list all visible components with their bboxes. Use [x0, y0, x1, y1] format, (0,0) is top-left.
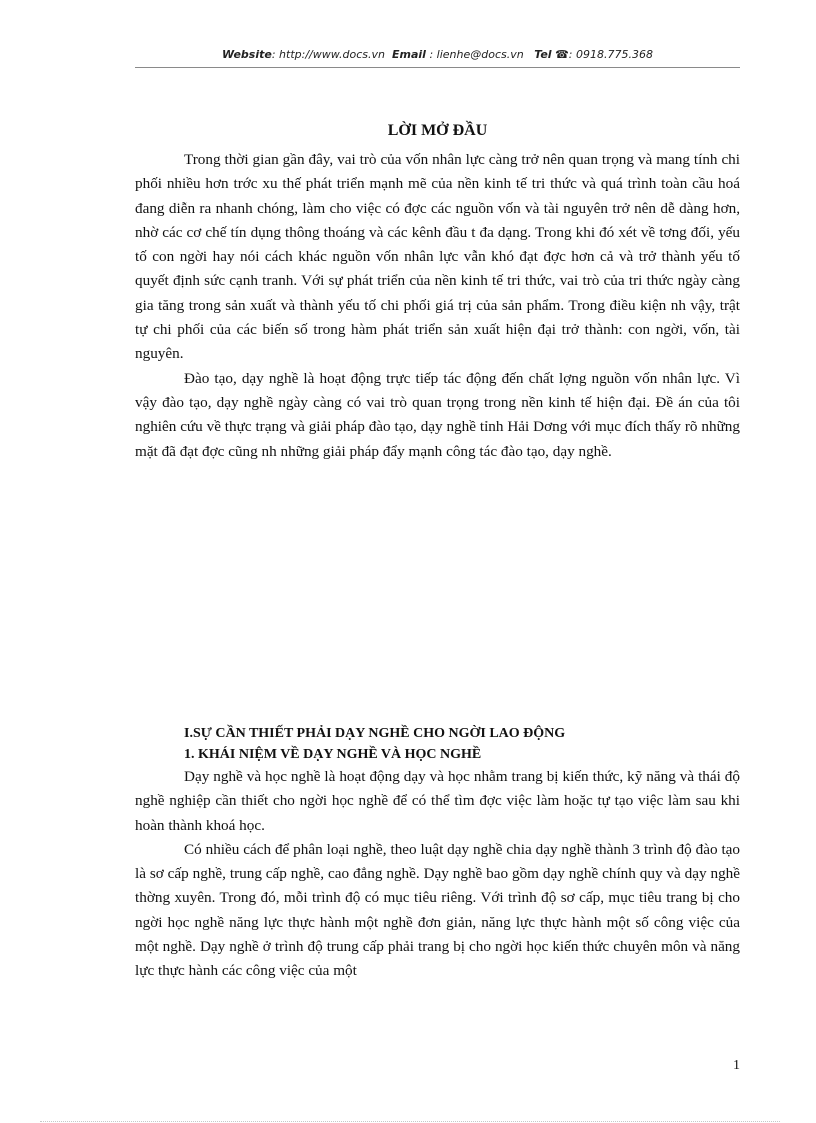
- intro-section: [135, 148, 740, 464]
- website-value: : http://www.docs.vn: [271, 48, 386, 61]
- phone-icon: ☎: [555, 48, 569, 61]
- header-divider: [135, 67, 740, 68]
- tel-value: : 0918.775.368: [568, 48, 653, 61]
- subsection-heading: 1. KHÁI NIỆM VỀ DẠY NGHỀ VÀ HỌC NGHỀ: [184, 747, 482, 762]
- intro-paragraph-1: Trong thời gian gần đây, vai trò của vốn nhân lực càng trở nên quan trọng và mang tính chi phối nhiều hơn trớc xu thế phát triển mạnh mẽ của nền kinh tế tri thức và quá trình toàn cầu hoá đang diễn ra nhanh chóng, làm cho việc có đợc các nguồn vốn và tài nguyên trở nên dễ dàng hơn, nhờ các cơ chế tín dụng thông thoáng và các kênh đầu t đa dạng. Trong khi đó xét về tơng đối, yếu tố con ngời hay nói cách khác nguồn vốn nhân lực vẫn khó đạt đợc hơn cả và trở thành yếu tố quyết định sức cạnh tranh. Với sự phát triển của nền kinh tế tri thức, vai trò của tri thức ngày càng gia tăng trong sản xuất và thành yếu tố chi phối giá trị của sản phẩm. Trong điều kiện nh vậy, trật tự chi phối của các biến số trong hàm phát triển sản xuất hiện đại trở thành: con ngời, vốn, tài nguyên.: [135, 151, 740, 363]
- section-heading: I.SỰ CẦN THIẾT PHẢI DẠY NGHỀ CHO NGỜI LAO ĐỘNG: [184, 726, 566, 741]
- website-label: Website: [222, 48, 272, 61]
- page-title: LỜI MỞ ĐẦU: [387, 122, 488, 139]
- page-number: 1: [733, 1058, 740, 1073]
- tel-label: Tel: [534, 48, 552, 61]
- email-value: : lienhe@docs.vn: [425, 48, 524, 61]
- section1-body: [135, 765, 740, 984]
- intro-paragraph-2: Đào tạo, dạy nghề là hoạt động trực tiếp tác động đến chất lợng nguồn vốn nhân lực. Vì vậy đào tạo, dạy nghề ngày càng có vai trò quan trọng trong nền kinh tế hiện đại. Đề án của tôi nghiên cứu về thực trạng và giải pháp đào tạo, dạy nghề tỉnh Hải Dơng với mục đích thấy rõ những mặt đã đạt đợc cũng nh những giải pháp đẩy mạnh công tác đào tạo, dạy nghề.: [135, 369, 740, 460]
- email-label: Email: [392, 48, 426, 61]
- footer-divider: [40, 1121, 780, 1122]
- section1-paragraph-2: Có nhiều cách để phân loại nghề, theo luật dạy nghề chia dạy nghề thành 3 trình độ đào tạo là sơ cấp nghề, trung cấp nghề, cao đẳng nghề. Dạy nghề bao gồm dạy nghề chính quy và dạy nghề thờng xuyên. Trong đó, mỗi trình độ có mục tiêu riêng. Với trình độ sơ cấp, mục tiêu trang bị cho ngời học nghề năng lực thực hành một nghề đơn giản, năng lực thực hành một số công việc của một nghề. Dạy nghề ở trình độ trung cấp phải trang bị cho ngời học kiến thức chuyên môn và năng lực thực hành các công việc của một: [135, 840, 740, 980]
- page-header: [135, 48, 740, 61]
- section1-paragraph-1: Dạy nghề và học nghề là hoạt động dạy và học nhằm trang bị kiến thức, kỹ năng và thái độ nghề nghiệp cần thiết cho ngời học nghề để có thể tìm đợc việc làm hoặc tự tạo việc làm sau khi hoàn thành khoá học.: [135, 768, 740, 834]
